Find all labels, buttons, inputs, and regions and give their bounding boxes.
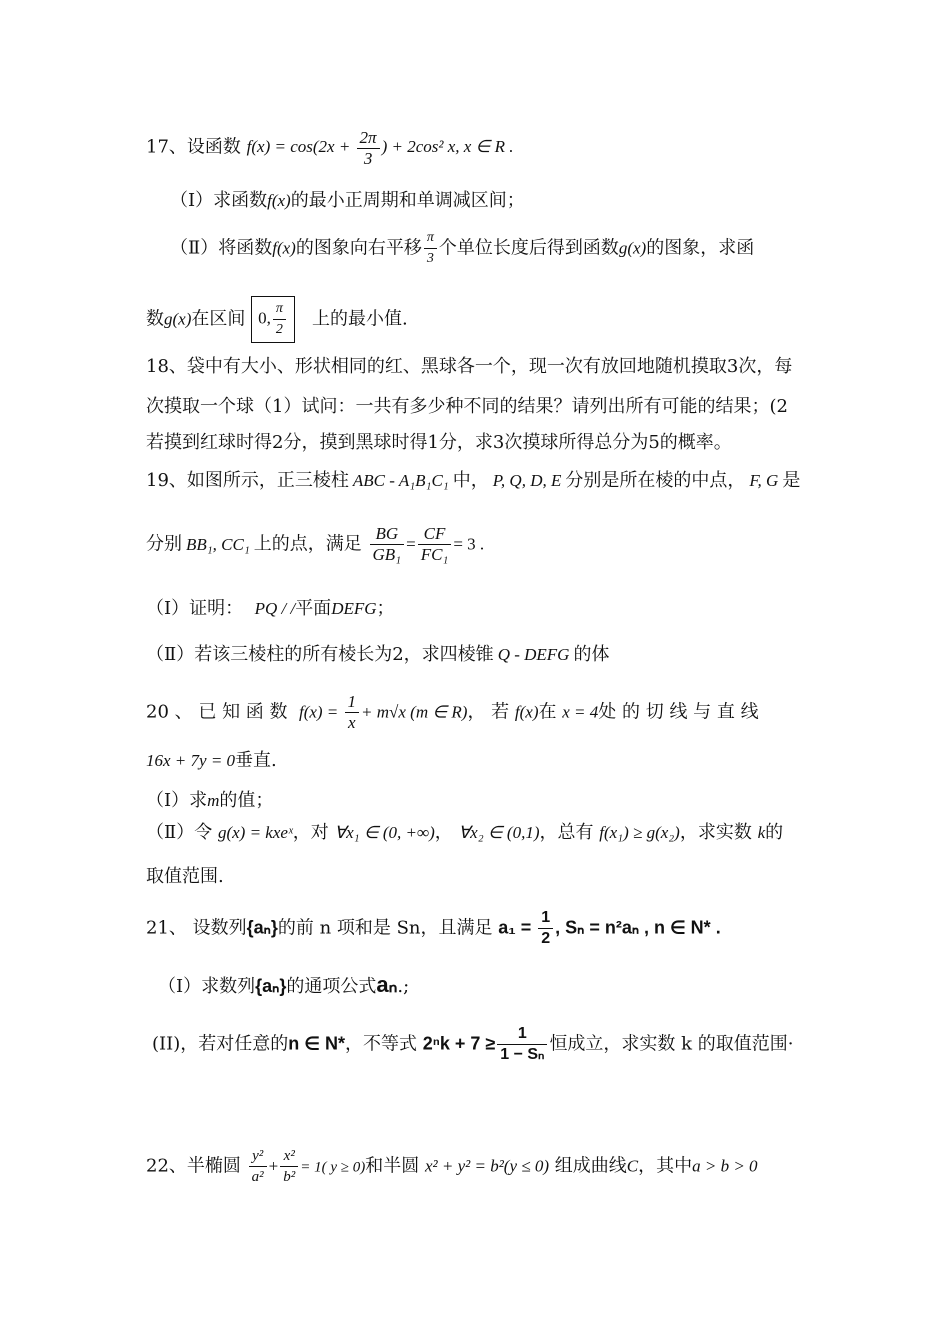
q20-part1: （Ⅰ）求m的值；	[146, 790, 274, 811]
q19-part2: （Ⅱ）若该三棱柱的所有棱长为2，求四棱锥 Q - DEFG 的体	[146, 644, 610, 665]
q22-fraction-x: $\frac{\text{x²}}{\text{b²}}$	[280, 1146, 298, 1187]
q21-part1: （I）求数列{aₙ}的通项公式aₙ.;	[158, 972, 410, 997]
q17-interval: 0, $\frac{\pi}{2}$	[251, 296, 295, 343]
q20-line1: 20 、 已 知 函 数 f(x) = $\frac{1}{x}$ + m√x (m ∈ R)， 若 f(x)在 x = 4处 的 切 线 与 直 线	[146, 692, 759, 732]
q20-line2: 16x + 7y = 0垂直.	[146, 750, 277, 771]
q17-part1: （Ⅰ）求函数f(x)的最小正周期和单调减区间；	[170, 190, 525, 211]
q17-fraction: $\frac{2\pi}{3}$	[357, 128, 380, 169]
q20-part2-line2: 取值范围.	[146, 866, 224, 887]
q21-part2: (II)，若对任意的n ∈ N*，不等式 2ⁿk + 7 ≥ $\frac{1}{\text{1 − Sₙ}}$ 恒成立，求实数 k 的取值范围·	[152, 1025, 794, 1063]
q18-line1: 18、袋中有大小、形状相同的红、黑球各一个，现一次有放回地随机摸取3次，每	[146, 356, 793, 377]
q17-shift-fraction: $\frac{\pi}{3}$	[424, 228, 437, 269]
q18-line3: 若摸到红球时得2分，摸到黑球时得1分，求3次摸球所得总分为5的概率。	[146, 432, 732, 453]
q22-fraction-y: $\frac{\text{y²}}{\text{a²}}$	[249, 1146, 267, 1187]
q18-line2: 次摸取一个球（1）试问：一共有多少种不同的结果？请列出所有可能的结果；(2	[146, 396, 788, 417]
q21-stem: 21、 设数列{aₙ}的前 n 项和是 Sn，且满足 a₁ = $\frac{1}{2}$ , Sₙ = n²aₙ , n ∈ N* .	[146, 909, 721, 947]
q17-function: f(x) = cos(2x + $\frac{2\pi}{3}$ ) + 2cos² x, x ∈ R .	[246, 128, 514, 168]
q22-stem: 22、半椭圆 $\frac{\text{y²}}{\text{a²}}$ + $\frac{\text{x²}}{\text{b²}}$ = 1( y ≥ 0)和半圆 x² + y² = b²(y ≤ 0) 组成曲线C，其中a > b > 0	[146, 1148, 758, 1185]
q19-ratio-bg: $\frac{BG}{\text{GB₁}}$	[370, 524, 405, 565]
q17-part2-line2: 数g(x)在区间 0, $\frac{\pi}{2}$ 上的最小值.	[146, 296, 408, 343]
q19-ratio-cf: $\frac{CF}{\text{FC₁}}$	[418, 524, 452, 565]
q19-line2: 分别 BB₁, CC₁ 上的点，满足 $\frac{BG}{\text{GB₁}}$ = $\frac{CF}{\text{FC₁}}$ = 3 .	[146, 524, 485, 564]
q19-part1: （Ⅰ）证明： PQ / /平面DEFG；	[146, 598, 395, 619]
q19-line1: 19、如图所示，正三棱柱 ABC - A₁B₁C₁ 中， P, Q, D, E 分别是所在棱的中点， F, G 是	[146, 470, 801, 491]
q21-ineq-fraction: $\frac{1}{\text{1 − Sₙ}}$	[497, 1024, 547, 1065]
q17-stem: 17、设函数 f(x) = cos(2x + $\frac{2\pi}{3}$ ) + 2cos² x, x ∈ R .	[146, 128, 514, 168]
q17-part2-line1: （Ⅱ）将函数f(x)的图象向右平移 $\frac{\pi}{3}$ 个单位长度后得到函数g(x)的图象，求函	[170, 228, 754, 269]
q21-fraction: $\frac{1}{2}$	[538, 908, 553, 949]
q20-fraction: $\frac{1}{x}$	[345, 692, 360, 733]
q20-part2: （Ⅱ）令 g(x) = kxeˣ，对 ∀x₁ ∈ (0, +∞)， ∀x₂ ∈ (0,1)，总有 f(x₁) ≥ g(x₂)，求实数 k的	[146, 822, 784, 843]
